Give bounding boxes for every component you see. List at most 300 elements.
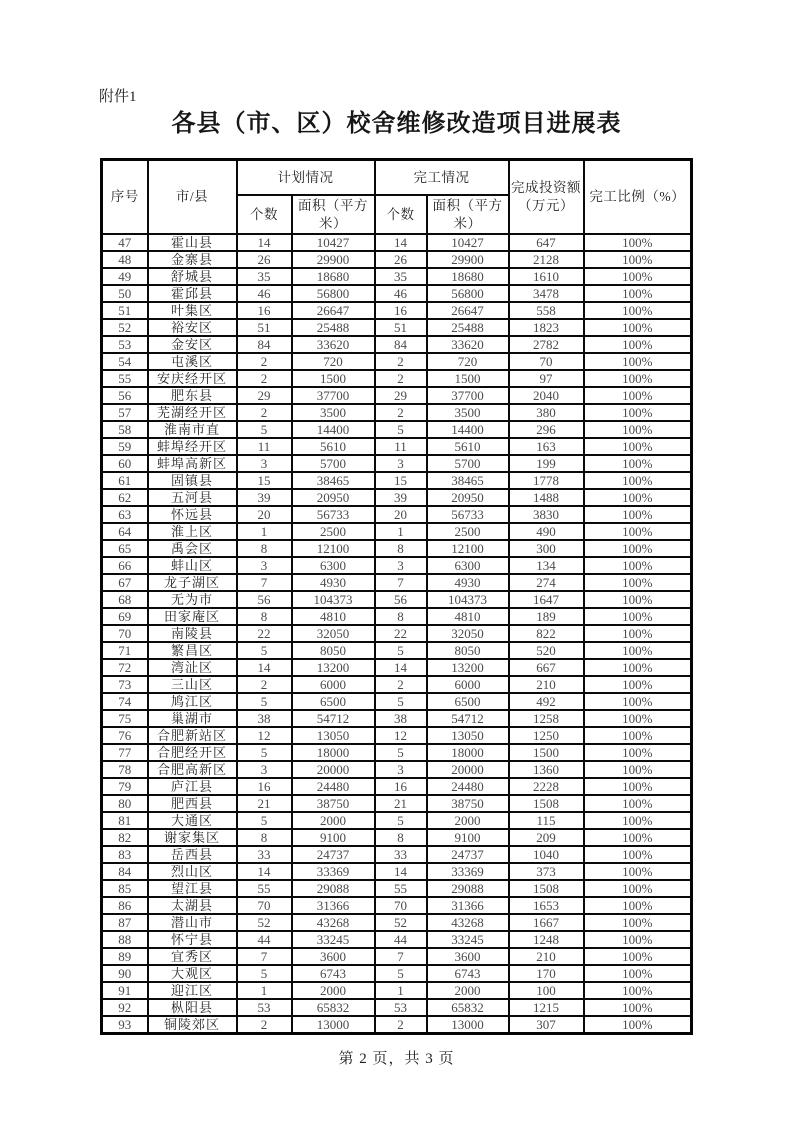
cell-done-count: 11 (375, 438, 427, 455)
cell-city: 叶集区 (148, 302, 237, 319)
cell-done-area: 33369 (427, 863, 509, 880)
cell-city: 无为市 (148, 591, 237, 608)
cell-investment: 210 (509, 948, 584, 965)
cell-city: 三山区 (148, 676, 237, 693)
table-row (102, 234, 692, 251)
cell-plan-count: 3 (237, 557, 292, 574)
cell-ratio: 100% (584, 472, 692, 489)
cell-plan-area: 2000 (292, 982, 375, 999)
cell-city: 蚌埠高新区 (148, 455, 237, 472)
cell-investment: 163 (509, 438, 584, 455)
cell-plan-area: 2500 (292, 523, 375, 540)
page-title: 各县（市、区）校舍维修改造项目进展表 (171, 111, 622, 137)
cell-investment: 2128 (509, 251, 584, 268)
cell-investment: 647 (509, 234, 584, 251)
cell-investment: 115 (509, 812, 584, 829)
cell-city: 淮上区 (148, 523, 237, 540)
cell-plan-area: 2000 (292, 812, 375, 829)
cell-done-count: 52 (375, 914, 427, 931)
cell-city: 大通区 (148, 812, 237, 829)
cell-done-count: 16 (375, 302, 427, 319)
cell-done-area: 25488 (427, 319, 509, 336)
cell-plan-area: 13000 (292, 1016, 375, 1034)
cell-done-area: 2500 (427, 523, 509, 540)
cell-city: 巢湖市 (148, 710, 237, 727)
cell-done-count: 56 (375, 591, 427, 608)
table-row (102, 319, 692, 336)
cell-ratio: 100% (584, 574, 692, 591)
cell-investment: 1508 (509, 795, 584, 812)
cell-serial: 58 (102, 421, 148, 438)
cell-plan-area: 43268 (292, 914, 375, 931)
cell-investment: 558 (509, 302, 584, 319)
cell-done-count: 84 (375, 336, 427, 353)
table-row (102, 829, 692, 846)
cell-investment: 1778 (509, 472, 584, 489)
table-row (102, 778, 692, 795)
cell-plan-count: 14 (237, 659, 292, 676)
cell-serial: 69 (102, 608, 148, 625)
cell-city: 固镇县 (148, 472, 237, 489)
cell-serial: 68 (102, 591, 148, 608)
cell-done-count: 29 (375, 387, 427, 404)
cell-serial: 78 (102, 761, 148, 778)
cell-city: 合肥经开区 (148, 744, 237, 761)
cell-serial: 79 (102, 778, 148, 795)
table-row (102, 251, 692, 268)
cell-done-count: 2 (375, 1016, 427, 1034)
cell-investment: 1215 (509, 999, 584, 1016)
cell-done-area: 2000 (427, 812, 509, 829)
page-footer: 第 2 页，共 3 页 (338, 1051, 455, 1067)
cell-done-area: 2000 (427, 982, 509, 999)
cell-done-area: 56733 (427, 506, 509, 523)
cell-done-count: 2 (375, 370, 427, 387)
table-row (102, 353, 692, 370)
cell-done-area: 20000 (427, 761, 509, 778)
cell-serial: 61 (102, 472, 148, 489)
cell-plan-count: 3 (237, 761, 292, 778)
cell-plan-area: 56800 (292, 285, 375, 302)
cell-serial: 56 (102, 387, 148, 404)
table-row (102, 302, 692, 319)
table-row (102, 421, 692, 438)
cell-investment: 373 (509, 863, 584, 880)
cell-city: 谢家集区 (148, 829, 237, 846)
cell-done-area: 32050 (427, 625, 509, 642)
cell-done-count: 7 (375, 574, 427, 591)
cell-done-count: 8 (375, 829, 427, 846)
cell-done-area: 10427 (427, 234, 509, 251)
cell-done-area: 720 (427, 353, 509, 370)
cell-plan-count: 2 (237, 404, 292, 421)
cell-plan-count: 14 (237, 234, 292, 251)
cell-investment: 170 (509, 965, 584, 982)
cell-done-area: 38465 (427, 472, 509, 489)
cell-serial: 66 (102, 557, 148, 574)
cell-serial: 60 (102, 455, 148, 472)
col-header-done-area: 面积（平方米） (427, 195, 509, 234)
attachment-label: 附件1 (99, 89, 137, 105)
cell-plan-area: 25488 (292, 319, 375, 336)
cell-plan-area: 4930 (292, 574, 375, 591)
cell-ratio: 100% (584, 455, 692, 472)
cell-done-area: 29088 (427, 880, 509, 897)
cell-city: 龙子湖区 (148, 574, 237, 591)
cell-done-area: 24480 (427, 778, 509, 795)
cell-plan-area: 6500 (292, 693, 375, 710)
cell-city: 五河县 (148, 489, 237, 506)
cell-plan-area: 38465 (292, 472, 375, 489)
cell-serial: 59 (102, 438, 148, 455)
cell-investment: 1360 (509, 761, 584, 778)
cell-plan-count: 8 (237, 608, 292, 625)
cell-done-area: 8050 (427, 642, 509, 659)
cell-investment: 1823 (509, 319, 584, 336)
cell-done-area: 65832 (427, 999, 509, 1016)
cell-investment: 134 (509, 557, 584, 574)
cell-done-count: 26 (375, 251, 427, 268)
table-row (102, 710, 692, 727)
cell-plan-area: 56733 (292, 506, 375, 523)
cell-investment: 380 (509, 404, 584, 421)
cell-plan-area: 104373 (292, 591, 375, 608)
table-row (102, 472, 692, 489)
table-row (102, 455, 692, 472)
cell-plan-area: 6000 (292, 676, 375, 693)
cell-ratio: 100% (584, 387, 692, 404)
cell-done-area: 43268 (427, 914, 509, 931)
cell-plan-area: 24480 (292, 778, 375, 795)
cell-ratio: 100% (584, 795, 692, 812)
cell-done-count: 53 (375, 999, 427, 1016)
cell-investment: 492 (509, 693, 584, 710)
cell-ratio: 100% (584, 1016, 692, 1034)
cell-plan-area: 5700 (292, 455, 375, 472)
cell-plan-area: 33369 (292, 863, 375, 880)
cell-city: 蚌山区 (148, 557, 237, 574)
cell-plan-count: 56 (237, 591, 292, 608)
cell-plan-count: 46 (237, 285, 292, 302)
cell-city: 淮南市直 (148, 421, 237, 438)
cell-city: 潜山市 (148, 914, 237, 931)
table-row (102, 727, 692, 744)
cell-done-count: 22 (375, 625, 427, 642)
cell-ratio: 100% (584, 880, 692, 897)
cell-serial: 54 (102, 353, 148, 370)
cell-ratio: 100% (584, 268, 692, 285)
cell-plan-count: 2 (237, 1016, 292, 1034)
table-row (102, 591, 692, 608)
cell-city: 蚌埠经开区 (148, 438, 237, 455)
cell-investment: 189 (509, 608, 584, 625)
col-header-done-count: 个数 (375, 195, 427, 234)
cell-done-count: 5 (375, 693, 427, 710)
cell-plan-count: 21 (237, 795, 292, 812)
cell-serial: 50 (102, 285, 148, 302)
table-row (102, 557, 692, 574)
table-row (102, 761, 692, 778)
cell-plan-count: 15 (237, 472, 292, 489)
cell-plan-area: 1500 (292, 370, 375, 387)
cell-plan-area: 26647 (292, 302, 375, 319)
cell-investment: 1248 (509, 931, 584, 948)
table-row (102, 387, 692, 404)
cell-plan-area: 29900 (292, 251, 375, 268)
cell-investment: 1500 (509, 744, 584, 761)
cell-city: 繁昌区 (148, 642, 237, 659)
cell-plan-area: 3600 (292, 948, 375, 965)
cell-city: 合肥高新区 (148, 761, 237, 778)
cell-ratio: 100% (584, 982, 692, 999)
cell-plan-area: 14400 (292, 421, 375, 438)
cell-done-area: 14400 (427, 421, 509, 438)
cell-plan-area: 32050 (292, 625, 375, 642)
cell-serial: 64 (102, 523, 148, 540)
cell-plan-count: 52 (237, 914, 292, 931)
cell-ratio: 100% (584, 625, 692, 642)
cell-done-count: 5 (375, 642, 427, 659)
cell-done-area: 37700 (427, 387, 509, 404)
cell-done-count: 33 (375, 846, 427, 863)
cell-city: 肥东县 (148, 387, 237, 404)
cell-ratio: 100% (584, 234, 692, 251)
cell-plan-area: 6743 (292, 965, 375, 982)
cell-done-area: 13050 (427, 727, 509, 744)
cell-serial: 55 (102, 370, 148, 387)
cell-ratio: 100% (584, 744, 692, 761)
table-row (102, 285, 692, 302)
cell-ratio: 100% (584, 642, 692, 659)
cell-plan-count: 7 (237, 948, 292, 965)
cell-done-count: 2 (375, 404, 427, 421)
cell-serial: 74 (102, 693, 148, 710)
cell-done-area: 29900 (427, 251, 509, 268)
cell-ratio: 100% (584, 914, 692, 931)
cell-city: 禹会区 (148, 540, 237, 557)
cell-serial: 81 (102, 812, 148, 829)
cell-plan-count: 16 (237, 302, 292, 319)
cell-city: 大观区 (148, 965, 237, 982)
cell-plan-count: 5 (237, 693, 292, 710)
cell-investment: 296 (509, 421, 584, 438)
cell-plan-count: 53 (237, 999, 292, 1016)
cell-ratio: 100% (584, 659, 692, 676)
cell-investment: 1653 (509, 897, 584, 914)
cell-serial: 93 (102, 1016, 148, 1034)
cell-city: 湾沚区 (148, 659, 237, 676)
col-header-done-group: 完工情况 (375, 160, 509, 196)
cell-serial: 65 (102, 540, 148, 557)
cell-done-count: 14 (375, 863, 427, 880)
cell-plan-area: 24737 (292, 846, 375, 863)
table-row (102, 625, 692, 642)
cell-city: 肥西县 (148, 795, 237, 812)
cell-ratio: 100% (584, 438, 692, 455)
cell-ratio: 100% (584, 336, 692, 353)
cell-ratio: 100% (584, 319, 692, 336)
cell-plan-area: 18680 (292, 268, 375, 285)
cell-serial: 51 (102, 302, 148, 319)
cell-plan-area: 18000 (292, 744, 375, 761)
cell-city: 田家庵区 (148, 608, 237, 625)
cell-ratio: 100% (584, 540, 692, 557)
cell-done-count: 51 (375, 319, 427, 336)
cell-city: 合肥新站区 (148, 727, 237, 744)
cell-serial: 77 (102, 744, 148, 761)
cell-done-area: 3500 (427, 404, 509, 421)
cell-plan-count: 2 (237, 370, 292, 387)
cell-done-area: 5700 (427, 455, 509, 472)
table-row (102, 914, 692, 931)
table-row (102, 1016, 692, 1034)
cell-city: 枞阳县 (148, 999, 237, 1016)
cell-city: 金安区 (148, 336, 237, 353)
cell-plan-area: 3500 (292, 404, 375, 421)
table-row (102, 880, 692, 897)
cell-done-count: 12 (375, 727, 427, 744)
cell-ratio: 100% (584, 948, 692, 965)
cell-done-area: 31366 (427, 897, 509, 914)
cell-plan-count: 1 (237, 523, 292, 540)
col-header-serial: 序号 (102, 160, 148, 235)
cell-plan-area: 720 (292, 353, 375, 370)
cell-done-area: 6000 (427, 676, 509, 693)
cell-ratio: 100% (584, 353, 692, 370)
cell-done-area: 33245 (427, 931, 509, 948)
cell-city: 南陵县 (148, 625, 237, 642)
cell-ratio: 100% (584, 676, 692, 693)
cell-done-area: 104373 (427, 591, 509, 608)
table-body (102, 234, 692, 1034)
cell-ratio: 100% (584, 727, 692, 744)
cell-done-count: 14 (375, 659, 427, 676)
cell-city: 望江县 (148, 880, 237, 897)
cell-done-count: 5 (375, 421, 427, 438)
cell-done-area: 56800 (427, 285, 509, 302)
cell-ratio: 100% (584, 863, 692, 880)
cell-serial: 52 (102, 319, 148, 336)
col-header-investment: 完成投资额（万元） (509, 160, 584, 235)
cell-investment: 97 (509, 370, 584, 387)
cell-serial: 53 (102, 336, 148, 353)
cell-plan-count: 5 (237, 421, 292, 438)
cell-serial: 71 (102, 642, 148, 659)
cell-city: 宜秀区 (148, 948, 237, 965)
cell-done-area: 6300 (427, 557, 509, 574)
table-row (102, 506, 692, 523)
cell-serial: 84 (102, 863, 148, 880)
table-row (102, 268, 692, 285)
table-row (102, 982, 692, 999)
cell-plan-count: 38 (237, 710, 292, 727)
cell-plan-count: 8 (237, 540, 292, 557)
cell-done-area: 3600 (427, 948, 509, 965)
cell-plan-count: 55 (237, 880, 292, 897)
cell-investment: 209 (509, 829, 584, 846)
cell-investment: 1610 (509, 268, 584, 285)
cell-done-count: 5 (375, 965, 427, 982)
cell-plan-count: 2 (237, 353, 292, 370)
cell-plan-area: 20000 (292, 761, 375, 778)
col-header-plan-area: 面积（平方米） (292, 195, 375, 234)
col-header-plan-group: 计划情况 (237, 160, 375, 196)
cell-done-area: 6500 (427, 693, 509, 710)
cell-ratio: 100% (584, 421, 692, 438)
cell-investment: 2228 (509, 778, 584, 795)
cell-done-count: 5 (375, 744, 427, 761)
col-header-ratio: 完工比例（%） (584, 160, 692, 235)
cell-plan-area: 13050 (292, 727, 375, 744)
cell-serial: 91 (102, 982, 148, 999)
cell-plan-count: 26 (237, 251, 292, 268)
cell-city: 裕安区 (148, 319, 237, 336)
cell-done-area: 4810 (427, 608, 509, 625)
cell-done-area: 18680 (427, 268, 509, 285)
cell-ratio: 100% (584, 761, 692, 778)
cell-serial: 76 (102, 727, 148, 744)
cell-city: 霍邱县 (148, 285, 237, 302)
cell-investment: 1647 (509, 591, 584, 608)
table-row (102, 404, 692, 421)
cell-plan-count: 51 (237, 319, 292, 336)
cell-done-count: 2 (375, 676, 427, 693)
cell-plan-area: 54712 (292, 710, 375, 727)
cell-done-count: 5 (375, 812, 427, 829)
cell-plan-count: 33 (237, 846, 292, 863)
cell-serial: 73 (102, 676, 148, 693)
cell-city: 安庆经开区 (148, 370, 237, 387)
cell-plan-count: 5 (237, 744, 292, 761)
cell-plan-count: 29 (237, 387, 292, 404)
progress-table (100, 158, 693, 1035)
cell-plan-area: 12100 (292, 540, 375, 557)
cell-serial: 83 (102, 846, 148, 863)
cell-serial: 62 (102, 489, 148, 506)
cell-serial: 70 (102, 625, 148, 642)
table-row (102, 489, 692, 506)
cell-plan-count: 22 (237, 625, 292, 642)
cell-investment: 3830 (509, 506, 584, 523)
cell-ratio: 100% (584, 506, 692, 523)
cell-serial: 75 (102, 710, 148, 727)
cell-done-count: 46 (375, 285, 427, 302)
cell-investment: 2782 (509, 336, 584, 353)
cell-city: 金寨县 (148, 251, 237, 268)
cell-done-count: 2 (375, 353, 427, 370)
cell-ratio: 100% (584, 404, 692, 421)
cell-ratio: 100% (584, 931, 692, 948)
cell-done-count: 20 (375, 506, 427, 523)
cell-plan-area: 13200 (292, 659, 375, 676)
table-row (102, 438, 692, 455)
cell-plan-area: 4810 (292, 608, 375, 625)
cell-serial: 57 (102, 404, 148, 421)
cell-investment: 70 (509, 353, 584, 370)
cell-done-count: 35 (375, 268, 427, 285)
cell-ratio: 100% (584, 812, 692, 829)
cell-serial: 67 (102, 574, 148, 591)
cell-done-count: 15 (375, 472, 427, 489)
cell-city: 霍山县 (148, 234, 237, 251)
cell-done-area: 24737 (427, 846, 509, 863)
cell-plan-area: 37700 (292, 387, 375, 404)
cell-plan-area: 10427 (292, 234, 375, 251)
table-row (102, 744, 692, 761)
cell-city: 岳西县 (148, 846, 237, 863)
table-row (102, 676, 692, 693)
cell-serial: 82 (102, 829, 148, 846)
